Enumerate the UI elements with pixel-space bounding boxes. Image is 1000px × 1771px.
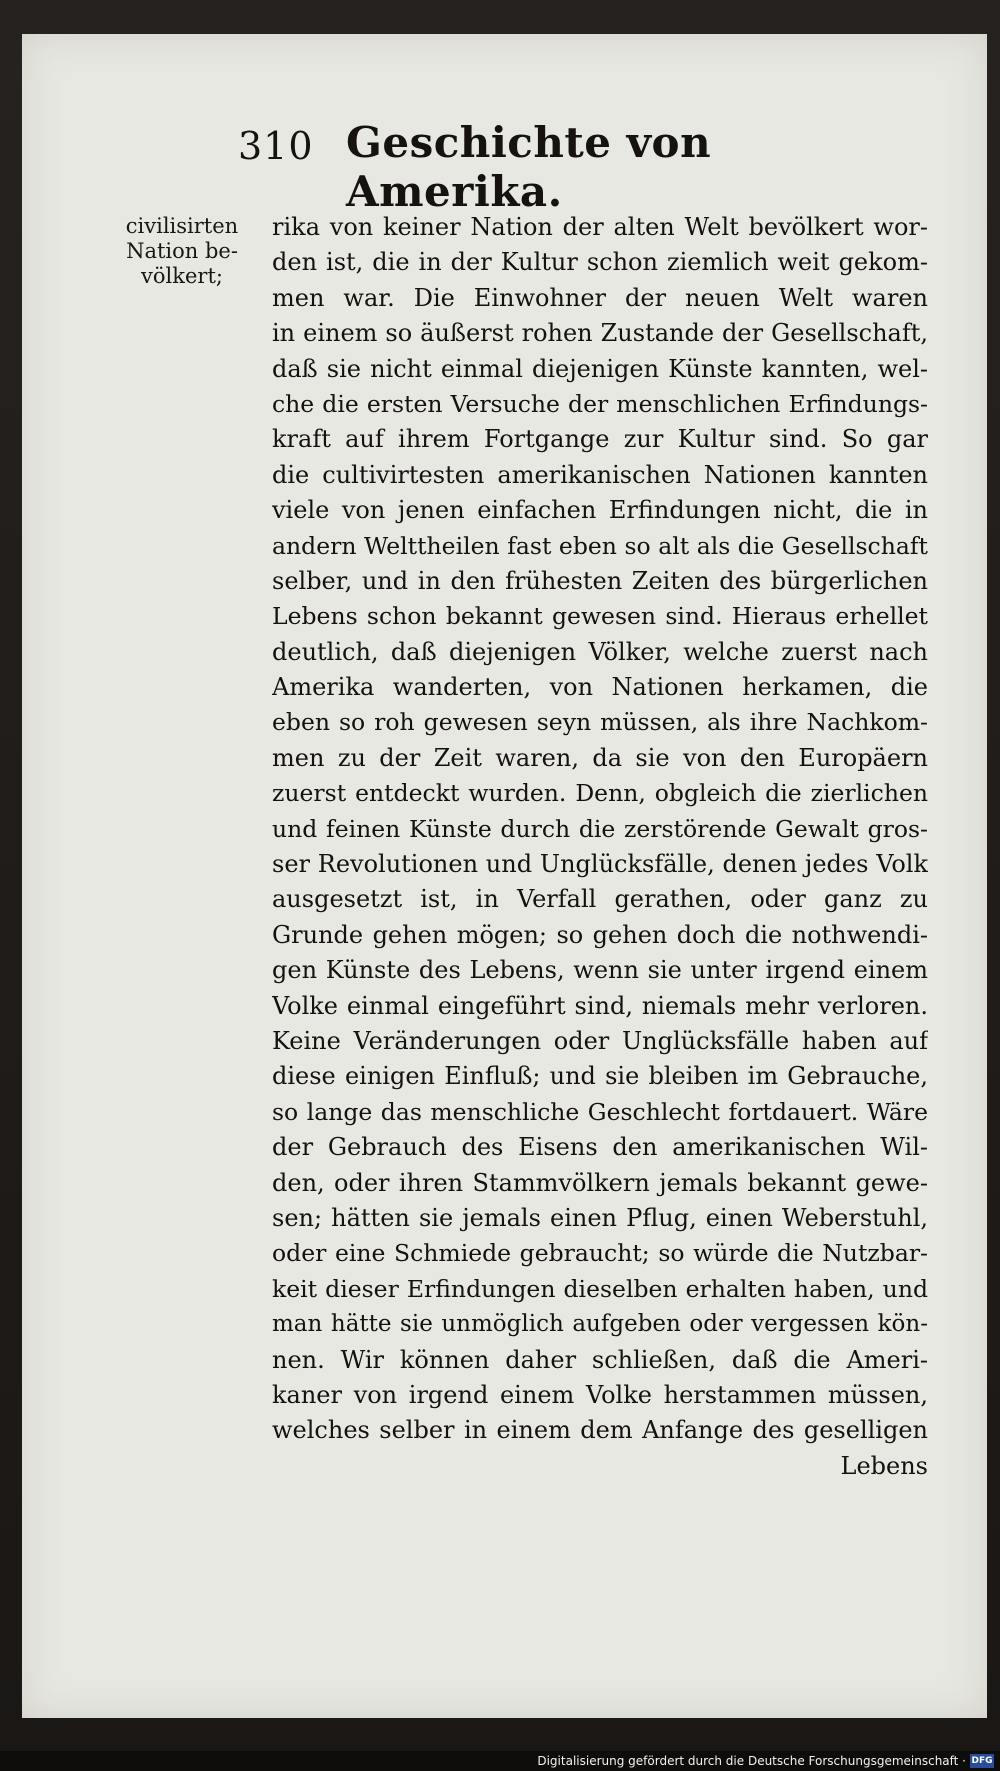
text-line: Keine Veränderungen oder Unglücksfälle haben auf xyxy=(272,1026,928,1055)
text-line: men war. Die Einwohner der neuen Welt waren xyxy=(272,283,928,312)
text-line: und feinen Künste durch die zerstörende Gewalt gros- xyxy=(272,814,928,843)
text-line: rika von keiner Nation der alten Welt bevölkert wor- xyxy=(272,213,928,241)
footer-bar xyxy=(0,1751,1000,1771)
text-line: men zu der Zeit waren, da sie von den Europäern xyxy=(272,743,928,772)
body-text xyxy=(272,210,928,1484)
text-line: ausgesetzt ist, in Verfall gerathen, oder ganz zu xyxy=(272,885,928,914)
text-line: diese einigen Einfluß; und sie bleiben im Gebrauche, xyxy=(272,1062,928,1091)
text-line: Grunde gehen mögen; so gehen doch die nothwendi- xyxy=(272,920,928,949)
running-head xyxy=(238,118,878,216)
text-line: gen Künste des Lebens, wenn sie unter irgend einem xyxy=(272,956,928,985)
text-line: sen; hätten sie jemals einen Pflug, einen Weberstuhl, xyxy=(272,1203,928,1232)
text-line: den ist, die in der Kultur schon ziemlich weit gekom- xyxy=(272,248,928,277)
text-line: kraft auf ihrem Fortgange zur Kultur sind. So gar xyxy=(272,425,928,454)
text-line: in einem so äußerst rohen Zustande der Gesellschaft, xyxy=(272,319,928,348)
margin-note xyxy=(122,214,242,289)
text-line: der Gebrauch des Eisens den amerikanischen Wil- xyxy=(272,1133,928,1162)
text-line: Amerika wanderten, von Nationen herkamen, die xyxy=(272,673,928,702)
margin-note-line: Nation be- xyxy=(126,239,238,263)
page-number: 310 xyxy=(238,124,314,168)
text-line: selber, und in den frühesten Zeiten des bürgerlichen xyxy=(272,566,928,595)
text-line: so lange das menschliche Geschlecht fortdauert. Wäre xyxy=(272,1097,928,1126)
text-line: ser Revolutionen und Unglücksfälle, denen jedes Volk xyxy=(272,850,928,879)
margin-note-line: völkert; xyxy=(141,264,223,288)
text-line: man hätte sie unmöglich aufgeben oder vergessen kön- xyxy=(272,1311,928,1338)
margin-note-line: civilisirten xyxy=(125,214,239,238)
text-line: welches selber in einem dem Anfange des geselligen xyxy=(272,1416,928,1445)
running-title: Geschichte von Amerika. xyxy=(346,118,712,216)
text-line: deutlich, daß diejenigen Völker, welche zuerst nach xyxy=(272,637,928,666)
text-line: viele von jenen einfachen Erfindungen nicht, die in xyxy=(272,496,928,525)
text-line: Lebens schon bekannt gewesen sind. Hieraus erhellet xyxy=(272,602,928,631)
catchword: Lebens xyxy=(840,1451,928,1480)
text-line: oder eine Schmiede gebraucht; so würde die Nutzbar- xyxy=(272,1239,928,1268)
text-line: kaner von irgend einem Volke herstammen müssen, xyxy=(272,1380,928,1409)
text-line: zuerst entdeckt wurden. Denn, obgleich die zierlichen xyxy=(272,779,928,808)
text-line: keit dieser Erfindungen dieselben erhalten haben, und xyxy=(272,1274,928,1303)
text-line: eben so roh gewesen seyn müssen, als ihre Nachkom- xyxy=(272,708,928,737)
text-line: die cultivirtesten amerikanischen Nationen kannten xyxy=(272,460,928,489)
footer-credit: Digitalisierung gefördert durch die Deutsche Forschungsgemeinschaft · xyxy=(537,1754,966,1768)
text-line: che die ersten Versuche der menschlichen Erfindungs- xyxy=(272,389,928,418)
text-line: Volke einmal eingeführt sind, niemals mehr verloren. xyxy=(272,991,928,1020)
text-line: daß sie nicht einmal diejenigen Künste kannten, wel- xyxy=(272,354,928,383)
text-line: nen. Wir können daher schließen, daß die Ameri- xyxy=(272,1345,928,1374)
dfg-logo-icon: DFG xyxy=(971,1756,993,1766)
text-line: andern Welttheilen fast eben so alt als die Gesellschaft xyxy=(272,531,928,560)
text-line: den, oder ihren Stammvölkern jemals bekannt gewe- xyxy=(272,1168,928,1197)
